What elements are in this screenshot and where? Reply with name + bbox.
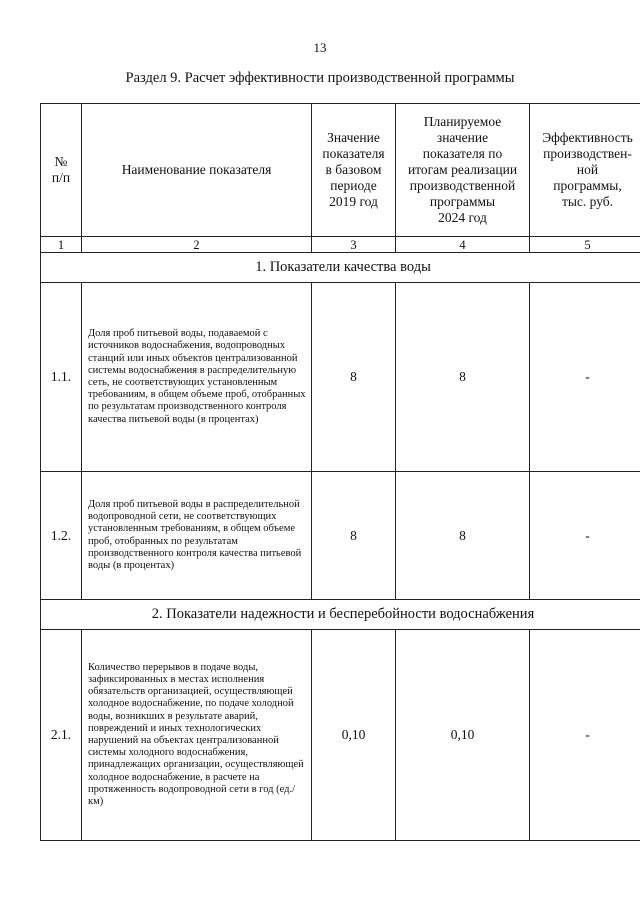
section-row [41,600,640,630]
column-number: 4 [396,237,530,253]
row-index: 1.1. [41,283,82,472]
column-number: 5 [530,237,640,253]
section-heading: 1. Показатели качества воды [41,253,640,283]
section-row [41,253,640,283]
table-row [41,630,640,841]
header-planned-value [396,104,530,237]
row-index: 2.1. [41,630,82,841]
row-efficiency: - [530,472,640,600]
page-number: 13 [313,40,327,55]
header-planned-value-label: Планируемое значение показателя по итогам реализации производственной программы 2024 год [407,114,518,225]
row-efficiency: - [530,283,640,472]
table-row [41,283,640,472]
indicators-table [40,103,640,841]
row-base-value: 0,10 [312,630,396,841]
row-planned-value: 8 [396,283,530,472]
column-number: 1 [41,237,82,253]
row-planned-value: 8 [396,472,530,600]
header-number [41,104,82,237]
header-efficiency [530,104,640,237]
row-base-value: 8 [312,472,396,600]
header-efficiency-label: Эффективность производствен- ной программы, тыс. руб. [542,130,633,209]
section-title: Раздел 9. Расчет эффективности производственной программы [125,70,515,86]
header-number-label: № п/п [51,154,71,185]
row-efficiency: - [530,630,640,841]
header-base-value [312,104,396,237]
row-indicator-name: Доля проб питьевой воды, подаваемой с источников водоснабжения, водопроводных станций или иных объектов централизованной системы водоснабжения в распределительную сеть, не соответствующих установленным требованиям, в общем объеме проб, отобранных по результатам производственного контроля качества питьевой воды (в процентах) [82,283,312,472]
row-base-value: 8 [312,283,396,472]
section-heading: 2. Показатели надежности и бесперебойности водоснабжения [41,600,640,630]
header-indicator-name-label: Наименование показателя [121,162,272,177]
column-number: 3 [312,237,396,253]
header-indicator-name [82,104,312,237]
row-indicator-name: Количество перерывов в подаче воды, зафиксированных в местах исполнения обязательств организацией, осуществляющей холодное водоснабжение, по подаче холодной воды, возникших в результате аварий, повреждений и иных технологических нарушений на объектах централизованной системы холодного водоснабжения, принадлежащих организации, осуществляющей холодное водоснабжение, в расчете на протяженность водопроводной сети в год (ед./км) [82,630,312,841]
header-base-value-label: Значение показателя в базовом периоде 2019 год [322,130,385,209]
column-number: 2 [82,237,312,253]
row-indicator-name: Доля проб питьевой воды в распределительной водопроводной сети, не соответствующих установленным требованиям, в общем объеме проб, отобранных по результатам производственного контроля качества питьевой воды (в процентах) [82,472,312,600]
column-number-row [41,237,640,253]
row-planned-value: 0,10 [396,630,530,841]
header-row [41,104,640,237]
table-row [41,472,640,600]
row-index: 1.2. [41,472,82,600]
